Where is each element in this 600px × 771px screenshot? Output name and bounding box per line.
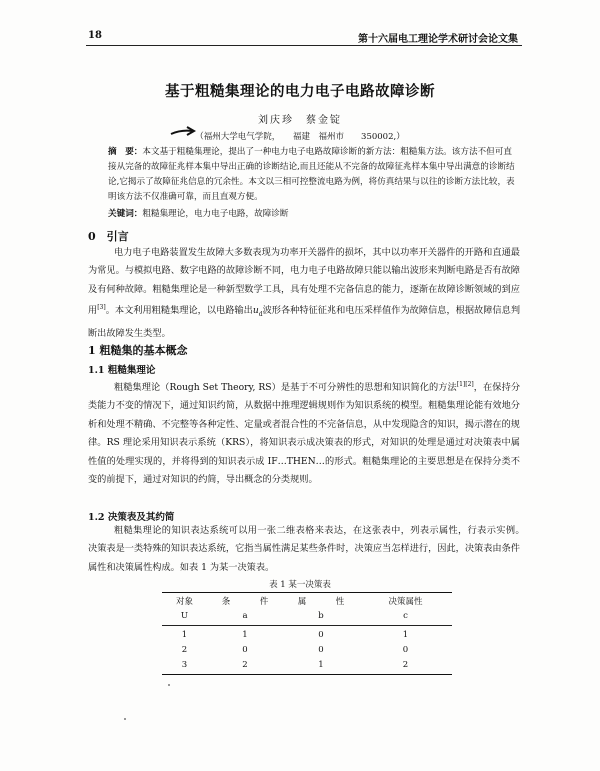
abstract: [108, 145, 520, 205]
col-cond-1: 条: [221, 596, 231, 607]
col-object: 对象: [175, 596, 193, 607]
table-cell: a: [242, 610, 248, 621]
table-row: [162, 642, 452, 657]
decision-table: [162, 593, 452, 623]
section-1-1-text-b: ，在保持分类能力不变的情况下，通过知识约简，从数据中推理逻辑规则作为知识系统的模型。粗糙集理论能有效地分析和处理不精确、不完整等各种定性、定量或者混合性的不完备信息，从中发现隐含的知识，揭示潜在的规律。RS 理论采用知识表示系统（KRS），将知识表示成决策表的形式，对知识的处理是通过对决策表中属性值的处理实现的，并将得到的知识表示成 IF…THEN…的形式。粗糙集理论的主要思想是在保持分类不变的前提下，通过对知识的约简，导出概念的分类规则。: [88, 382, 521, 486]
header-rule: [86, 45, 522, 46]
section-1-1-paragraph: [88, 376, 520, 490]
table-cell: b: [318, 610, 324, 621]
table-bottom-rule: [162, 674, 452, 675]
table-header-row: [162, 593, 452, 608]
variable-u: u: [252, 305, 259, 317]
table-cell: 0: [318, 644, 324, 655]
table-cell: 3: [181, 659, 188, 670]
table-mid-rule: [162, 625, 452, 626]
decision-table-body: [162, 627, 452, 672]
section-0-text-b: 。本文利用粗糙集理论，以电路输出: [105, 305, 253, 317]
table-cell: 0: [402, 644, 409, 655]
section-0-heading: 0 引言: [88, 230, 129, 243]
table-cell: 0: [242, 644, 248, 655]
citation: [3]: [97, 304, 106, 312]
col-cond-2: 件: [259, 596, 269, 607]
scan-speck: [168, 684, 170, 686]
section-1-2-paragraph: 粗糙集理论的知识表达系统可以用一张二维表格来表达，在这张表中，列表示属性，行表示实例。 决策表是一类特殊的知识表达系统，它指当属性满足某些条件时，决策应当怎样进行，因此，决策表由条件属性和决策属性构成。如表 1 为某一决策表。: [88, 525, 530, 573]
col-decision: 决策属性: [388, 596, 423, 607]
keywords: [108, 207, 520, 219]
handwritten-arrow-icon: [170, 126, 196, 140]
section-1-1-heading: 1.1 粗糙集理论: [88, 365, 156, 376]
col-cond-3: 属: [297, 596, 307, 607]
table-cell: 0: [318, 629, 324, 640]
table-cell: 1: [402, 629, 409, 640]
table-caption: 表 1 某一决策表: [269, 580, 331, 590]
section-1-2-heading: 1.2 决策表及其约简: [88, 512, 175, 523]
abstract-text: 本文基于粗糙集理论，提出了一种电力电子电路故障诊断的新方法：粗糙集方法。该方法不但可直接从完备的故障征兆样本集中导出正确的诊断结论,而且还能从不完备的故障征兆样本集中导出满意的诊断结论,它揭示了故障征兆信息的冗余性。本文以三相可控整流电路为例，将仿真结果与以往的诊断方法比较，表明该方法不仅准确可靠，而且直观方便。: [108, 147, 515, 202]
table-row: [162, 627, 452, 642]
keywords-text: 粗糙集理论，电力电子电路，故障诊断: [142, 209, 289, 219]
table-cell: 2: [402, 659, 409, 670]
table-row: [162, 657, 452, 672]
paper-affiliation: （福州大学电气学院， 福建 福州市 350002,）: [195, 132, 405, 142]
citation: [1][2]: [456, 381, 474, 388]
section-0-text-c: 波形各种特征征兆和电压采样值作为故障信息，根据故障信息判断出故障发生类型。: [88, 305, 521, 339]
variable-subscript: d: [258, 311, 263, 319]
keywords-label: 关键词：: [108, 209, 143, 219]
abstract-label: 摘 要：: [108, 147, 143, 157]
section-0-paragraph: [88, 244, 520, 343]
page-number: 18: [88, 30, 102, 41]
table-subheader-row: [162, 608, 452, 623]
table-cell: U: [180, 610, 189, 621]
scan-speck: [124, 718, 126, 720]
paper-title: 基于粗糙集理论的电力电子电路故障诊断: [165, 83, 435, 100]
paper-authors: 刘庆珍 蔡金锭: [258, 115, 342, 126]
proceedings-title: 第十六届电工理论学术研讨会论文集: [358, 34, 518, 45]
table-cell: 2: [181, 644, 188, 655]
col-cond-4: 性: [335, 596, 345, 607]
section-0-text: 电力电子电路装置发生故障大多数表现为功率开关器件的损坏，其中以功率开关器件的开路和直通最为常见。与模拟电路、数字电路的故障诊断不同，电力电子电路故障只能以输出波形来判断电路是否有故障及有何种故障。粗糙集理论是一种新型数学工具，具有处理不完备信息的能力，逐渐在故障诊断领域的到应用: [88, 247, 520, 317]
section-1-heading: 1 粗糙集的基本概念: [88, 344, 188, 357]
table-cell: 1: [318, 659, 324, 670]
table-cell: 1: [242, 629, 248, 640]
table-cell: 2: [242, 659, 248, 670]
table-cell: 1: [181, 629, 188, 640]
section-1-1-text: 粗糙集理论（Rough Set Theory, RS）是基于不可分辨性的思想和知识简化的方法: [114, 382, 457, 394]
table-cell: c: [403, 610, 408, 621]
